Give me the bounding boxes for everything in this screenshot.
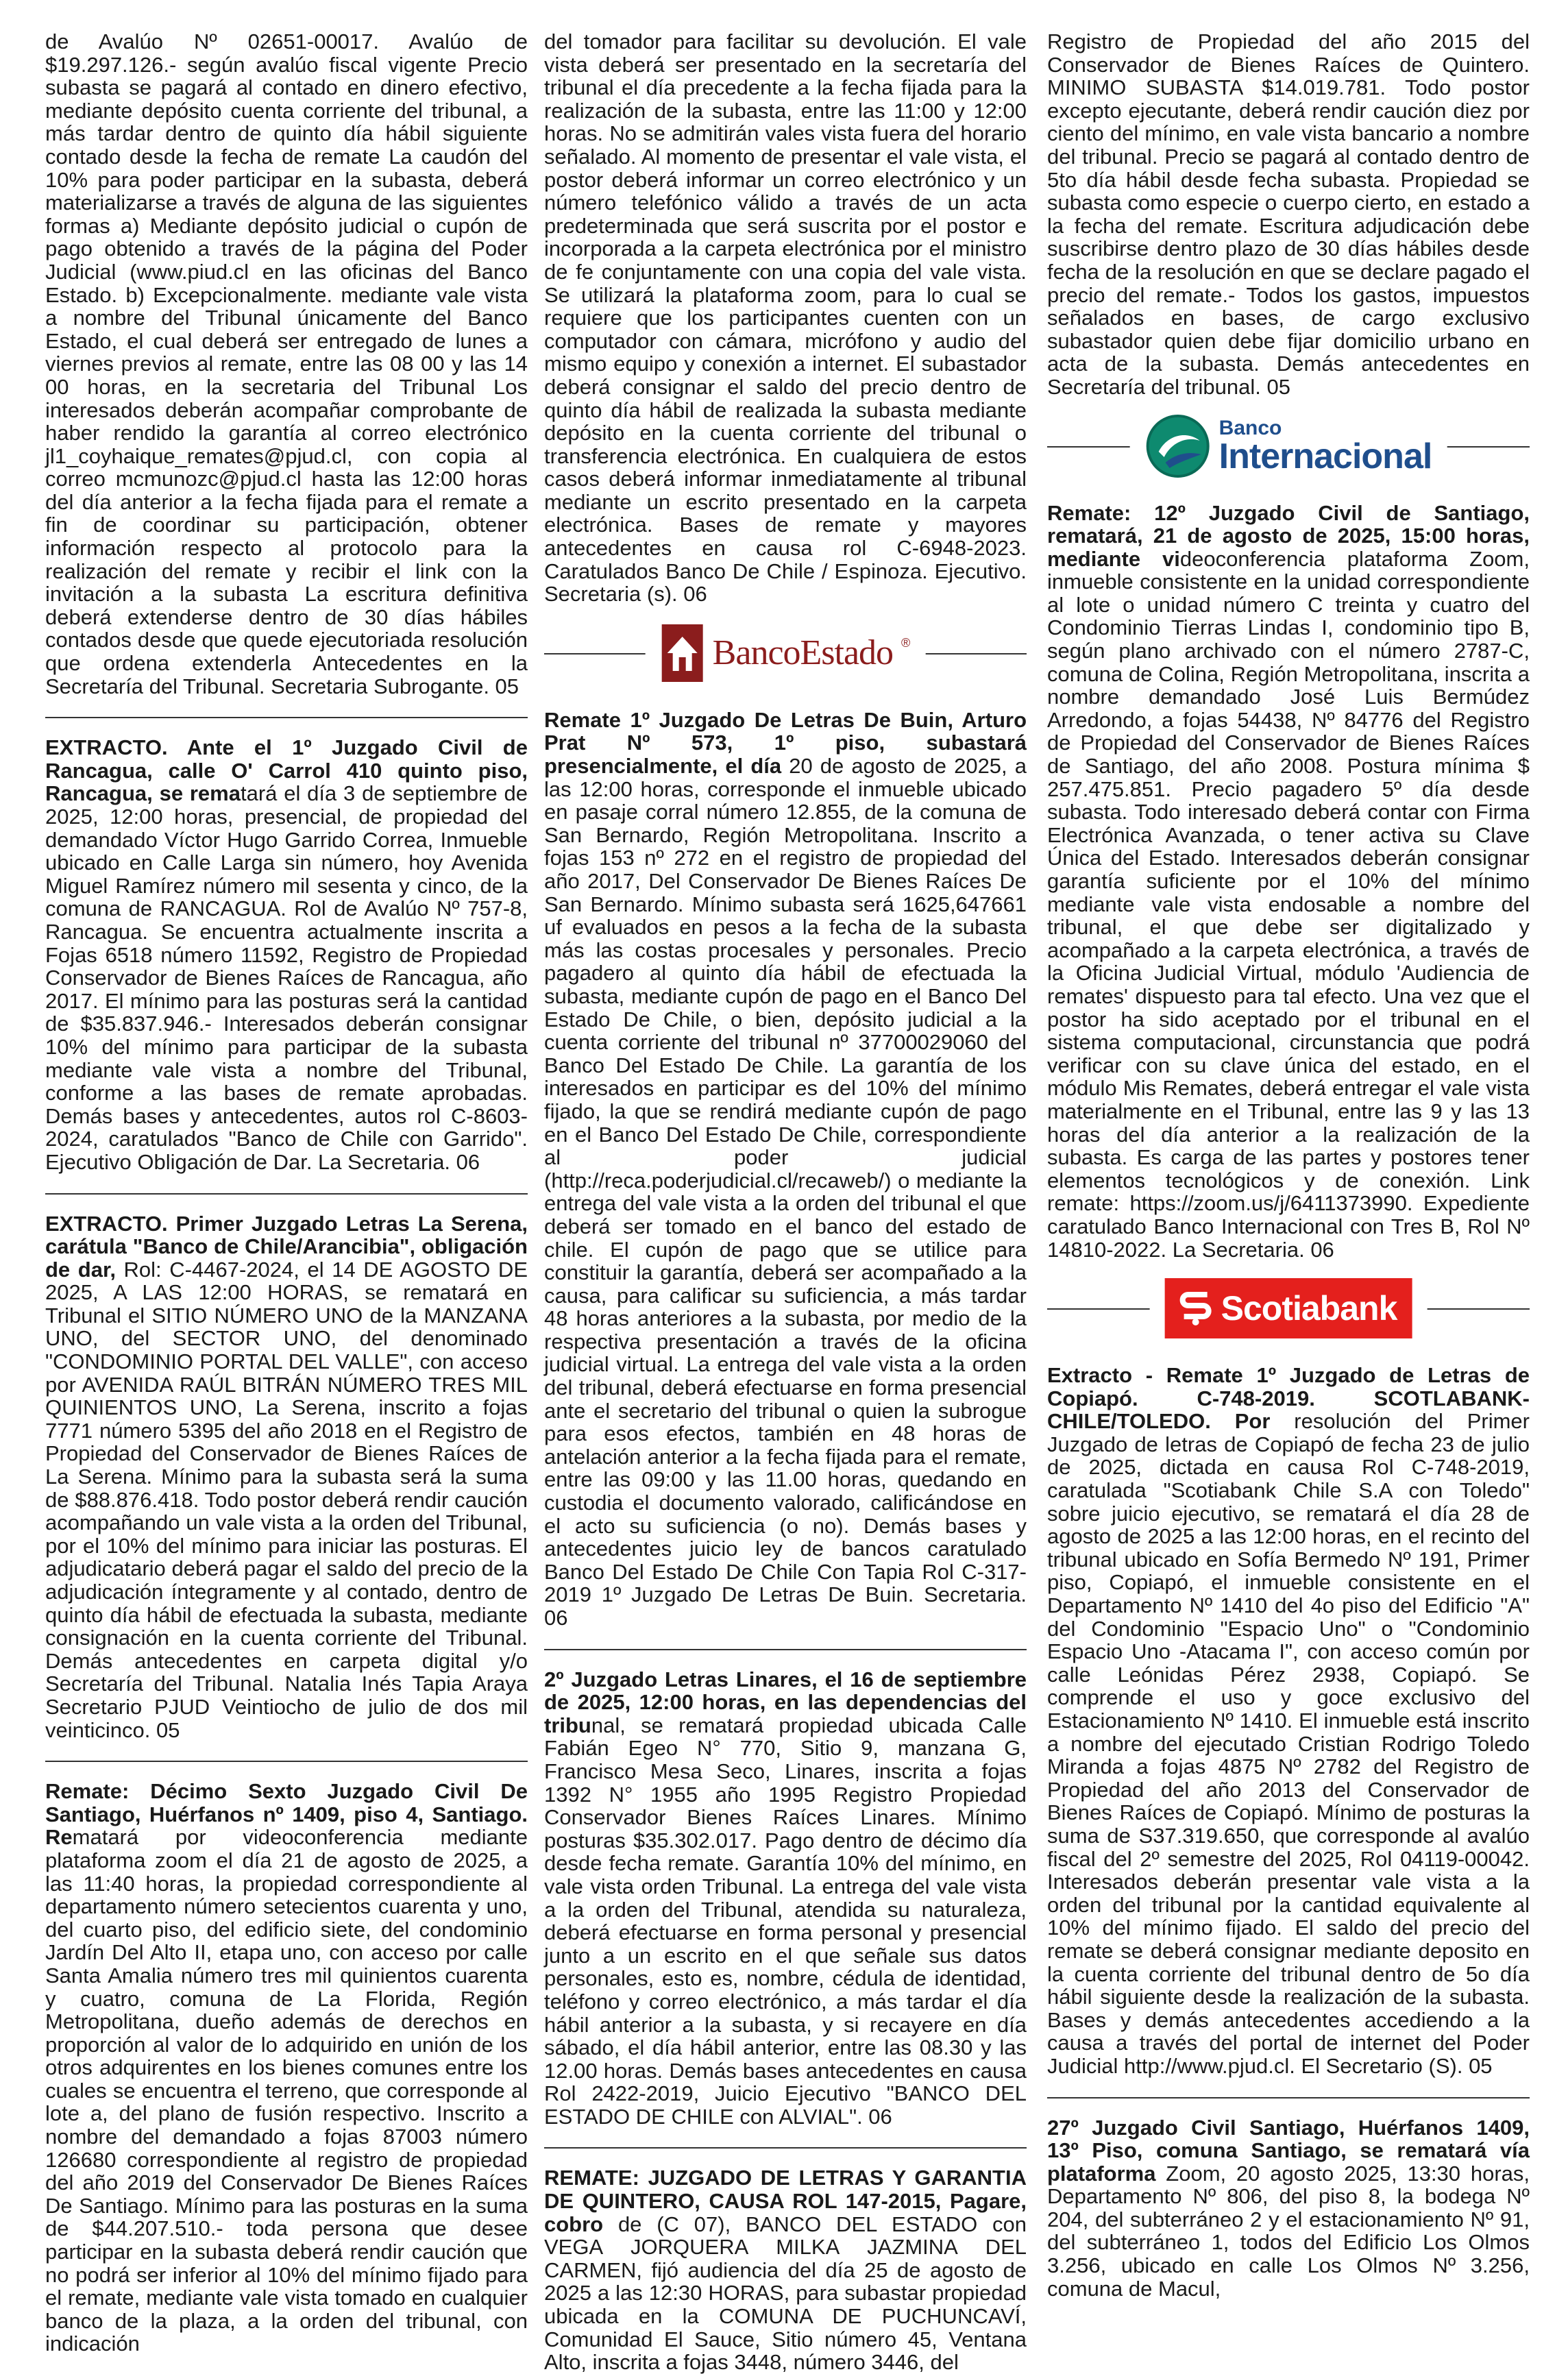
notice-heading: EXTRACTO. Primer Juzgado Letras La Serena, carátula "Banco de Chile/Arancibia", obligación de dar,: [45, 1211, 528, 1282]
scotiabank-logo: [1150, 1268, 1428, 1349]
notice-la-serena: [45, 1212, 528, 1742]
divider: [45, 717, 528, 718]
bancoestado-banner: [544, 613, 1027, 694]
notice-quintero-continued: [1047, 30, 1530, 399]
bancoestado-house-icon: [661, 623, 705, 683]
notice-body: nal, se rematará propiedad ubicada Calle Fabián Egeo N° 770, Sitio 9, manzana G, Francisco Mesa Seco, Linares, inscrita a fojas 1392 N° 1955 año 1995 Registro Propiedad Conservador Bienes Raíces Linares. Mínimo posturas $35.302.017. Pago dentro de décimo día desde fecha remate. Garantía 10% del mínimo, en vale vista orden Tribunal. La entrega del vale vista a la orden del Tribunal, atendida su naturaleza, deberá efectuarse en forma personal y presencial junto a un escrito en el que señale sus datos personales, esto es, nombre, cédula de identidad, teléfono y correo electrónico, a más tardar el día hábil anterior a la subasta, y si recayere en día sábado, el día hábil anterior, entre las 08.30 y las 12.00 horas. Demás bases antecedentes en causa Rol 2422-2019, Juicio Ejecutivo "BANCO DEL ESTADO DE CHILE con ALVIAL". 06: [544, 1713, 1027, 2129]
divider: [45, 1761, 528, 1762]
bancoestado-wordmark: BancoEstado: [712, 633, 894, 673]
banco-internacional-logo: [1130, 406, 1447, 487]
notice-body: tará el día 3 de septiembre de 2025, 12:00 horas, presencial, de propiedad del demandado Víctor Hugo Garrido Correa, Inmueble ubicado en Calle Larga sin número, hoy Avenida Miguel Ramírez número mil sesenta y cinco, de la comuna de RANCAGUA. Rol de Avalúo Nº 757-8, Rancagua. Se encuentra actualmente inscrita a Fojas 6518 número 11592, Registro de Propiedad Conservador de Bienes Raíces de Rancagua, año 2017. El mínimo para las posturas será la cantidad de $35.837.946.- Interesados deberán consignar 10% del mínimo para participar de la subasta mediante vale vista a nombre del Tribunal, conforme a las bases de remate aprobadas. Demás bases y antecedentes, autos rol C-8603-2024, caratulados "Banco de Chile con Garrido". Ejecutivo Obligación de Dar. La Secretaria. 06: [45, 781, 528, 1174]
scotiabank-wordmark: Scotiabank: [1221, 1289, 1397, 1328]
notice-buin: [544, 709, 1027, 1630]
column-1: [45, 29, 528, 2356]
bancoestado-logo: [646, 613, 926, 694]
notice-heading: Remate: Décimo Sexto Juzgado Civil De Santiago, Huérfanos nº 1409, piso 4, Santiago. Re: [45, 1779, 528, 1850]
divider: [544, 2147, 1027, 2149]
notice-heading: REMATE: JUZGADO DE LETRAS Y GARANTIA DE QUINTERO, CAUSA ROL 147-2015, Pagare, cobro: [544, 2166, 1027, 2236]
notice-body: Zoom, 20 agosto 2025, 13:30 horas, Departamento Nº 806, del piso 8, la bodega Nº 204, del subterráneo 2 y el estacionamiento Nº 91, del subterráneo 1, todos del Edificio Los Olmos 3.256, ubicado en calle Los Olmos Nº 3.256, comuna de Macul,: [1047, 2161, 1530, 2301]
column-3: [1047, 29, 1530, 2301]
notice-heading: 27º Juzgado Civil Santiago, Huérfanos 1409, 13º Piso, comuna Santiago, se rematará vía plataforma: [1047, 2115, 1530, 2186]
column-2: [544, 29, 1027, 2374]
notice-santiago-16-continued: [544, 30, 1027, 606]
notice-body: deoconferencia plataforma Zoom, inmueble consistente en la unidad correspondiente al lote o unidad número C treinta y cuatro del Condominio Tierras Lindas I, condominio tipo B, según plano archivado con el número 2787-C, comuna de Colina, Región Metropolitana, inscrita a nombre demandado José Luis Bermúdez Arredondo, a fojas 54438, Nº 84776 del Registro de Propiedad del Conservador de Bienes Raíces de Santiago, del año 2008. Postura mínima $ 257.475.851. Precio pagadero 5º día desde subasta. Todo interesado deberá contar con Firma Electrónica Avanzada, o tener activa su Clave Única del Estado. Interesados deberán consignar garantía suficiente por el 10% del mínimo mediante vale vista endosable a nombre del tribunal, el que debe ser digitalizado y acompañado a la carpeta electrónica, a través de la Oficina Judicial Virtual, módulo 'Audiencia de remates' dispuesto para tal efecto. Una vez que el postor ha sido aceptado por el tribunal en el sistema computacional, circunstancia que podrá verificar con su clave única del estado, en el módulo Mis Remates, deberá entregar el vale vista materialmente en el Tribunal, entre las 9 y las 13 horas del día anterior a la realización de la subasta. Es carga de las partes y postores tener elementos tecnológicos y de conexión. Link remate: https://zoom.us/j/6411373990. Expediente caratulado Banco Internacional con Tres B, Rol Nº 14810-2022. La Secretaria. 06: [1047, 546, 1530, 1262]
globe-icon: [1145, 413, 1211, 479]
notice-quintero: [544, 2166, 1027, 2373]
notice-santiago-16: [45, 1780, 528, 2355]
notice-heading: 2º Juzgado Letras Linares, el 16 de septiembre de 2025, 12:00 horas, en las dependencias del tribu: [544, 1667, 1027, 1737]
notice-santiago-12: [1047, 502, 1530, 1262]
banco-internacional-banner: [1047, 406, 1530, 487]
notice-santiago-27: [1047, 2116, 1530, 2301]
notice-rancagua: [45, 736, 528, 1173]
notice-heading: Extracto - Remate 1º Juzgado de Letras de Copiapó. C-748-2019. SCOTLABANK-CHILE/TOLEDO. Por: [1047, 1363, 1530, 1434]
notice-body: Registro de Propiedad del año 2015 del Conservador de Bienes Raíces de Quintero. MINIMO SUBASTA $14.019.781. Todo postor excepto ejecutante, deberá rendir caución diez por ciento del mínimo, en vale vista bancario a nombre del tribunal. Precio se pagará al contado dentro de 5to día hábil desde fecha subasta. Propiedad se subasta como especie o cuerpo cierto, en estado a la fecha del remate. Escritura adjudicación debe suscribirse dentro plazo de 30 días hábiles desde fecha de la resolución en que se declare pagado el precio del remate.- Todos los gastos, impuestos señalados en bases, de cargo exclusivo subastador quien debe fijar domicilio urbano en acta de la subasta. Demás antecedentes en Secretaría del tribunal. 05: [1047, 29, 1530, 399]
notice-body: de Avalúo Nº 02651-00017. Avalúo de $19.297.126.- según avalúo fiscal vigente Precio subasta se pagará al contado en dinero efectivo, mediante depósito cuenta corriente del tribunal, a más tardar dentro de quinto día hábil siguiente contado desde la fecha de remate La caudón del 10% para poder participar en la subasta, deberá materializarse a través de alguna de las siguientes formas a) Mediante depósito judicial o cupón de pago obtenido a través de la página del Poder Judicial (www.piud.cl en las oficinas del Banco Estado. b) Excepcionalmente. mediante vale vista a nombre del Tribunal únicamente del Banco Estado, el cual deberá ser entregado de lunes a viernes previos al remate, entre las 08 00 y las 14 00 horas, en la secretaria del Tribunal Los interesados deberán acompañar comprobante de haber rendido la garantía al correo electrónico jl1_coyhaique_remates@pjud.cl, con copia al correo mcmunozc@pjud.cl hasta las 12:00 horas del día anterior a la fecha fijada para el remate a fin de coordinar su participación, obtener información respecto al protocolo para la realización del remate y recibir el link con la invitación a la subasta La escritura definitiva deberá extenderse dentro de 30 días hábiles contados desde que quede ejecutoriada resolución que ordena extenderla Antecedentes en la Secretaría del Tribunal. Secretaria Subrogante. 05: [45, 29, 528, 698]
divider: [1047, 2097, 1530, 2098]
registered-mark: ®: [901, 635, 911, 650]
notice-body: resolución del Primer Juzgado de letras de Copiapó de fecha 23 de julio de 2025, dictada en causa Rol C-748-2019, caratulada "Scotiabank Chile S.A con Toledo" sobre juicio ejecutivo, se rematará el día 28 de agosto de 2025 a las 12:00 horas, en el recinto del tribunal ubicado en Sofía Bermedo Nº 191, Primer piso, Copiapó, el inmueble consistente en el Departamento Nº 1410 del 4o piso del Edificio "A" del Condominio "Espacio Uno" o "Condominio Espacio Uno -Atacama I", con acceso común por calle Leónidas Pérez 2938, Copiapó. Se comprende el uso y goce exclusivo del Estacionamiento Nº 1410. El inmueble está inscrito a nombre del ejecutado Cristian Rodrigo Toledo Miranda a fojas 4875 Nº 2782 del Registro de Propiedad del año 2013 del Conservador de Bienes Raíces de Copiapó. Mínimo de posturas la suma de S37.319.650, que corresponde al avalúo fiscal del 2º semestre del 2025, Rol 04119-00042. Interesados deberán presentar vale vista a la orden del tribunal por la cantidad equivalente al 10% del mínimo fijado. El saldo del precio del remate se deberá consignar mediante deposito en la cuenta corriente del tribunal dentro de 5o día hábil siguiente desde la realización de la subasta. Bases y demás antecedentes accediendo a la causa a través del portal de internet del Poder Judicial http://www.pjud.cl. El Secretario (S). 05: [1047, 1409, 1530, 2078]
scotiabank-s-icon: [1180, 1289, 1212, 1327]
divider: [45, 1193, 528, 1195]
notice-linares: [544, 1668, 1027, 2129]
notice-heading: EXTRACTO. Ante el 1º Juzgado Civil de Rancagua, calle O' Carrol 410 quinto piso, Rancagua, se rema: [45, 735, 528, 806]
notice-heading: Remate 1º Juzgado De Letras De Buin, Arturo Prat Nº 573, 1º piso, subastará presencialmente, el día: [544, 707, 1027, 779]
notice-body: de (C 07), BANCO DEL ESTADO con VEGA JORQUERA MILKA JAZMINA DEL CARMEN, fijó audiencia del día 25 de agosto de 2025 a las 12:30 HORAS, para subastar propiedad ubicada en la COMUNA DE PUCHUNCAVÍ, Comunidad El Sauce, Sitio número 45, Ventana Alto, inscrita a fojas 3448, número 3446, del: [544, 2212, 1027, 2374]
wordmark-large: Internacional: [1218, 436, 1432, 476]
wordmark-small: Banco: [1218, 416, 1282, 439]
notice-body: Rol: C-4467-2024, el 14 DE AGOSTO DE 2025, A LAS 12:00 HORAS, se rematará en Tribunal el SITIO NÚMERO UNO de la MANZANA UNO, del SECTOR UNO, del denominado "CONDOMINIO PORTAL DEL VALLE", con acceso por AVENIDA RAÚL BITRÁN NÚMERO TRES MIL QUINIENTOS UNO, La Serena, inscrito a fojas 7771 número 5395 del año 2018 en el Registro de Propiedad del Conservador de Bienes Raíces de La Serena. Mínimo para la subasta será la suma de $88.876.418. Todo postor deberá rendir caución acompañando un vale vista a la orden del Tribunal, por el 10% del mínimo para iniciar las posturas. El adjudicatario deberá pagar el saldo del precio de la adjudicación íntegramente y al contado, dentro de quinto día hábil de efectuada la subasta, mediante consignación en la cuenta corriente del Tribunal. Demás antecedentes en carpeta digital y/o Secretaría del Tribunal. Natalia Inés Tapia Araya Secretario PJUD Veintiocho de julio de dos mil veinticinco. 05: [45, 1257, 528, 1742]
banco-internacional-wordmark: [1219, 418, 1432, 474]
notice-heading: Remate: 12º Juzgado Civil de Santiago, rematará, 21 de agosto de 2025, 15:00 horas, mediante vi: [1047, 500, 1530, 571]
scotiabank-badge: [1165, 1278, 1412, 1338]
notice-body: matará por videoconferencia mediante plataforma zoom el día 21 de agosto de 2025, a las 11:40 horas, la propiedad correspondiente al departamento número setecientos cuarenta y uno, del cuarto piso, del edificio siete, del condominio Jardín Del Alto II, etapa uno, con acceso por calle Santa Amalia número tres mil quinientos cuarenta y cuatro, comuna de La Florida, Región Metropolitana, dueño además de derechos en proporción al valor de lo adquirido en unión de los otros adquirentes en los bienes comunes entre los cuales se encuentra el terreno, que corresponde al lote a, del plano de fusión respectivo. Inscrito a nombre del demandado a fojas 87003 número 126680 correspondiente al registro de propiedad del año 2019 del Conservador De Bienes Raíces De Santiago. Mínimo para las posturas en la suma de $44.207.510.- toda persona que desee participar en la subasta deberá rendir caución que no podrá ser inferior al 10% del mínimo fijado para el remate, mediante vale vista tomado en cualquier banco de la plaza, a la orden del tribunal, con indicación: [45, 1825, 528, 2356]
notice-copiapo: [1047, 1364, 1530, 2077]
divider: [544, 1649, 1027, 1650]
notice-body: del tomador para facilitar su devolución. El vale vista deberá ser presentado en la secretaría del tribunal el día precedente a la fecha fijada para la realización de la subasta, entre las 11:00 y 12:00 horas. No se admitirán vales vista fuera del horario señalado. Al momento de presentar el vale vista, el postor deberá informar un correo electrónico y un número telefónico válido a través de un acta predeterminada que será suscrita por el postor e incorporada a la carpeta electrónica por el ministro de fe conjuntamente con una copia del vale vista. Se utilizará la plataforma zoom, para lo cual se requiere que los participantes cuenten con un computador con cámara, micrófono y audio del mismo equipo y conexión a internet. El subastador deberá consignar el saldo del precio dentro de quinto día hábil de realizada la subasta mediante depósito en la cuenta corriente del tribunal o transferencia electrónica. En cualquiera de estos casos deberá informar inmediatamente al tribunal mediante un escrito presentado en la carpeta electrónica. Bases de remate y mayores antecedentes en causa rol C-6948-2023. Caratulados Banco De Chile / Espinoza. Ejecutivo. Secretaria (s). 06: [544, 29, 1027, 607]
notice-coyhaique-continued: [45, 30, 528, 698]
scotiabank-banner: [1047, 1268, 1530, 1349]
notice-body: 20 de agosto de 2025, a las 12:00 horas, corresponde el inmueble ubicado en pasaje corral número 12.855, de la comuna de San Bernardo, Región Metropolitana. Inscrito a fojas 153 nº 272 en el registro de propiedad del año 2017, Del Conservador De Bienes Raíces De San Bernardo. Mínimo subasta será 1625,647661 uf evaluados en pesos a la fecha de la subasta más las costas procesales y personales. Precio pagadero al quinto día hábil de efectuada la subasta, mediante cupón de pago en el Banco Del Estado De Chile, o bien, depósito judicial a la cuenta corriente del tribunal nº 37700029060 del Banco Del Estado De Chile. La garantía de los interesados en participar es del 10% del mínimo fijado, la que se rendirá mediante cupón de pago en el Banco Del Estado De Chile, correspondiente al poder judicial (http://reca.poderjudicial.cl/recaweb/) o mediante la entrega del vale vista a la orden del tribunal el que deberá ser tomado en el banco del estado de chile. El cupón de pago que se utilice para constituir la garantía, deberá ser acompañado a la causa, para calificar su suficiencia, a más tardar 48 horas anteriores a la subasta, por medio de la respectiva presentación a través de la oficina judicial virtual. La entrega del vale vista a la orden del tribunal, deberá efectuarse en forma presencial ante el secretario del tribunal o quien la subrogue para esos efectos, también en 48 horas de antelación anterior a la fecha fijada para el remate, entre las 09:00 y las 11.00 horas, quedando en custodia el documento valorado, calificándose en el acto su suficiencia (o no). Demás bases y antecedentes juicio ley de bancos caratulado Banco Del Estado De Chile Con Tapia Rol C-317-2019 1º Juzgado De Letras De Buin. Secretaria. 06: [544, 754, 1027, 1630]
